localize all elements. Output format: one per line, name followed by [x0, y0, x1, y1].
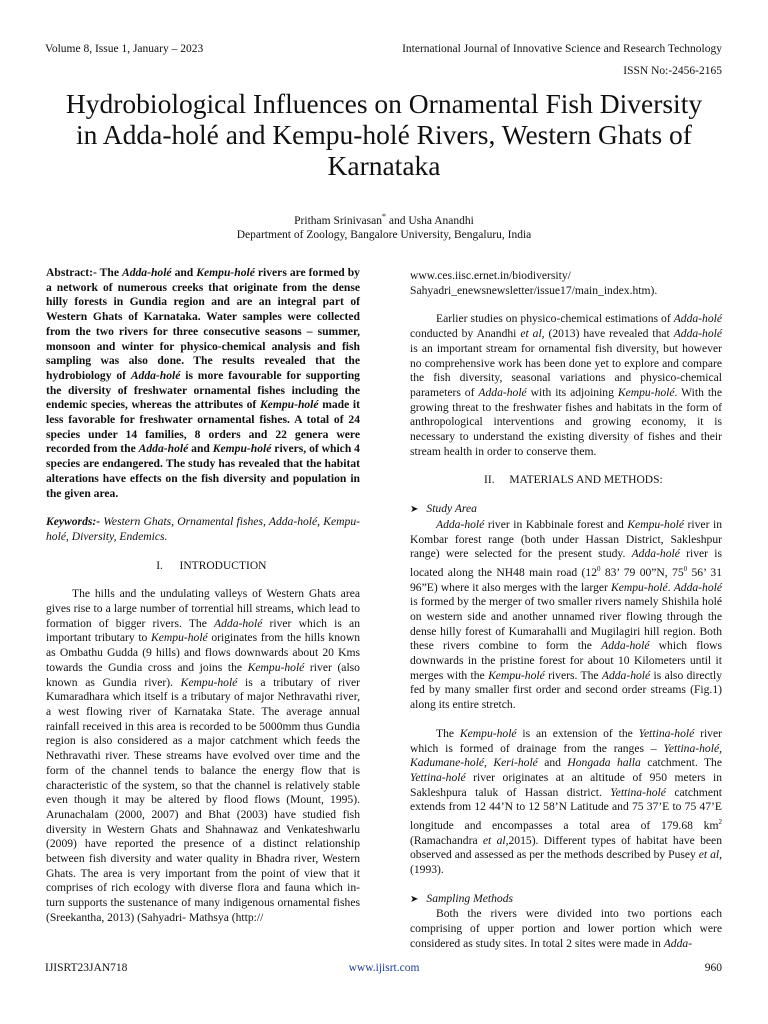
- body-text: (2013) have revealed that: [544, 327, 674, 341]
- abstract: [46, 266, 360, 501]
- body-text: river (also known as Gundia river).: [46, 660, 360, 689]
- subheading-text: Sampling Methods: [426, 891, 514, 905]
- url-line: [410, 269, 722, 298]
- intro-paragraph: [46, 587, 360, 925]
- abstract-label: Abstract:-: [46, 266, 97, 279]
- abstract-text: Kempu-holé: [196, 266, 255, 279]
- body-text: . With the growing threat to the freshwater fishes and habitats in the form of anthropological interventions and growing economy, it is necessary to understand the existing diversity of fishes and their stream health in order to conserve them.: [410, 385, 722, 458]
- body-text: Both the rivers were divided into two portions each comprising of upper portion and lower portion which were considered as study sites. In total 2 sites were made in: [410, 907, 722, 950]
- subheading-text: Study Area: [426, 502, 477, 516]
- body-text: is an important stream for ornamental fish diversity, but however no comprehensive work has been done yet to explore and compare the fish diversity, seasonal variations and physico-chemical parameters of: [410, 341, 722, 399]
- author-rest: and Usha Anandhi: [386, 214, 474, 227]
- footer-website-link[interactable]: www.ijisrt.com: [348, 962, 420, 974]
- kempu-paragraph: [410, 727, 722, 878]
- body-text: Kempu-holé: [617, 385, 675, 399]
- body-text: The hills and the undulating valleys of Western Ghats area gives rise to a large number of torrential hill streams, which lead to formation of bigger rivers. The: [46, 587, 360, 630]
- body-text: 56’ 31 96”E) where it also merges with the larger: [410, 565, 722, 594]
- running-header-left: Volume 8, Issue 1, January – 2023: [45, 43, 204, 55]
- body-text: Adda-holé: [673, 327, 722, 341]
- affiliation: Department of Zoology, Bangalore University, Bengaluru, India: [236, 229, 532, 241]
- abstract-text: made it less favorable for freshwater ornamental fishes. A total of 24 species under 14 families, 8 orders and 22 genera were recorded from the: [46, 398, 360, 456]
- body-text: et al,: [482, 833, 509, 847]
- url-text: www.ces.iisc.ernet.in/biodiversity/: [410, 269, 571, 282]
- right-column: [410, 269, 722, 952]
- body-text: Kempu-holé: [611, 580, 668, 594]
- abstract-text: and: [171, 266, 197, 279]
- body-text: The: [436, 726, 460, 740]
- body-text: et al,: [698, 848, 722, 862]
- abstract-text: is more favourable for supporting the diversity of freshwater ornamental fishes including the endemic species, whereas the attributes of: [46, 368, 360, 412]
- body-text: rivers. The: [544, 668, 602, 682]
- section-number: I.: [156, 559, 163, 572]
- body-text: 83’ 79 00”N, 75: [600, 565, 684, 579]
- abstract-text: rivers are formed by a network of numerous creeks that originate from the dense hilly forests in Gundia region and are an integral part of Western Ghats of Karnataka. Water samples were collected from the two rivers for three consecutive seasons – summer, monsoon and winter for physico-chemical analysis and fish sampling was also done. The results revealed that the hydrobiology of: [46, 266, 360, 382]
- study-area-paragraph: [410, 518, 722, 713]
- section-number: II.: [484, 474, 495, 487]
- body-text: conducted by Anandhi: [410, 327, 521, 341]
- paper-title: Hydrobiological Influences on Ornamental Fish Diversity in Adda-holé and Kempu-holé Rivers, Western Ghats of Karnataka: [65, 88, 703, 181]
- body-text: and: [537, 756, 568, 770]
- body-text: is a tributary of river Kumaradhara which itself is a tributary of major Nethravathi river, a west flowing river of Karnataka State. The average annual rainfall received in this area is recorded to be 5000mm thus Gundia region is also considered as a major catchment which feeds the Nethravathi river. These streams have evolved over time and the form of the channel tends to balance the energy flow that is characteristic of the system, so that the channel is relatively stable even though it may be altered by flood flows (Mount, 1995). Arunachalam (2000, 2007) and Bhat (2003) have studied fish diversity in Western Ghats and Shahnawaz and Venkateshwarlu (2009) have reported the presence of a distinct relationship between fish diversity and water quality in Bhadra river, Western Ghats. The area is very important from the point of view that it comprises of rich ecology with diverse flora and fauna which in-turn supports the sustenance of many indigenous ornamental fishes (Sreekantha, 2013) (Sahyadri- Mathsya (http://: [46, 675, 360, 924]
- left-column: [46, 266, 360, 926]
- body-text: Adda-holé: [631, 547, 680, 561]
- body-text: (1993).: [410, 863, 444, 877]
- section-heading-materials: [410, 473, 722, 488]
- abstract-text: The: [96, 266, 122, 279]
- body-text: river in Kombar forest range (both under Hassan District, Sakleshpur range) were selected for the present study.: [410, 517, 722, 561]
- abstract-text: Kempu-holé: [212, 442, 272, 456]
- body-text: Kempu-holé: [488, 668, 545, 682]
- body-text: (Ramachandra: [410, 833, 483, 847]
- body-text: river in Kabbinale forest and: [484, 517, 628, 531]
- body-text: is formed by the merger of two smaller rivers namely Shishila holé on western side and another unnamed river flowing through the dense hilly forest of Kumarahalli and Mugilagiri hill region. Both these rivers combine to form the: [410, 595, 722, 653]
- body-text: Adda-: [663, 936, 693, 950]
- abstract-text: rivers, of which 4 species are endangered. The study has revealed that the habitat alterations have effects on the fish diversity and population in the given area.: [46, 442, 360, 500]
- footer-paper-id: IJISRT23JAN718: [45, 962, 128, 974]
- body-text: Kempu-holé: [151, 631, 208, 645]
- body-text: is also directly fed by many smaller first order and second order streams (Fig.1) along its entire stretch.: [410, 668, 722, 712]
- body-text: which flows downwards in the pristine forest for about 10 Kilometers until it merges with the: [410, 639, 722, 682]
- body-text: Earlier studies on physico-chemical estimations of: [436, 312, 674, 326]
- keywords-label: Keywords:-: [46, 515, 101, 529]
- authors: [0, 212, 768, 227]
- body-text: Adda-holé: [478, 385, 527, 399]
- corresponding-marker: *: [382, 212, 386, 221]
- earlier-studies-paragraph: [410, 312, 722, 459]
- body-text: Adda-holé: [673, 312, 722, 326]
- body-text: originates from the hills known as Ombathu Gudda (9 hills) and flows downwards about 20 Kms towards the Gundia cross and joins the: [46, 631, 360, 674]
- body-text: river which is formed of drainage from the ranges –: [410, 726, 722, 755]
- body-text: 0: [597, 564, 601, 573]
- section-title: MATERIALS AND METHODS:: [509, 474, 663, 487]
- abstract-text: and: [188, 442, 213, 456]
- keywords-text: Western Ghats, Ornamental fishes, Adda-holé, Kempu-holé, Diversity, Endemics.: [46, 515, 360, 543]
- author-name: Pritham Srinivasan: [294, 214, 382, 227]
- subheading-study-area: [410, 502, 722, 518]
- body-text: river originates at an altitude of 950 meters in Sakleshpura taluk of Hassan district.: [410, 770, 722, 799]
- body-text: Adda-holé: [601, 668, 651, 682]
- subheading-sampling-methods: [410, 892, 722, 908]
- issn: ISSN No:-2456-2165: [623, 65, 722, 77]
- body-text: with its adjoining: [526, 385, 618, 399]
- keywords: [46, 515, 360, 544]
- body-text: 2: [718, 818, 722, 827]
- body-text: river is located along the NH48 main road (12: [410, 547, 722, 579]
- arrow-bullet-icon: ➤: [410, 504, 419, 516]
- body-text: Adda-holé: [601, 639, 650, 653]
- body-text: Yettina-holé: [610, 785, 666, 799]
- sampling-paragraph: [410, 907, 722, 951]
- url-text: Sahyadri_enewsnewsletter/issue17/main_index.htm).: [410, 283, 658, 297]
- body-text: Kempu-holé: [180, 675, 238, 689]
- body-text: Yettina-holé, Kadumane-holé, Keri-holé: [410, 741, 722, 770]
- body-text: Yettina-holé: [638, 726, 695, 740]
- body-text: .: [667, 580, 674, 594]
- body-text: catchment extends from 12 44’N to 12 58’N Latitude and 75 37’E to 75 47’E longitude and encompasses a total area of 179.68 km: [410, 785, 722, 832]
- body-text: catchment. The: [640, 756, 722, 770]
- body-text: Hongada halla: [567, 756, 641, 770]
- abstract-text: Adda-holé: [121, 266, 172, 279]
- body-text: 2015). Different types of habitat have been observed and assessed as per the methods described by Pusey: [410, 833, 722, 862]
- body-text: Adda-holé: [673, 580, 722, 594]
- arrow-bullet-icon: ➤: [410, 893, 419, 905]
- body-text: et al,: [520, 327, 545, 341]
- body-text: Kempu-holé: [459, 726, 517, 740]
- body-text: Kempu-holé: [247, 660, 305, 674]
- body-text: 0: [683, 564, 688, 573]
- section-title: INTRODUCTION: [179, 559, 267, 572]
- body-text: Adda-holé: [436, 517, 485, 531]
- page-number: 960: [704, 962, 722, 974]
- body-text: Yettina-holé: [410, 770, 466, 784]
- body-text: Adda-holé: [214, 616, 263, 630]
- body-text: is an extension of the: [516, 726, 639, 740]
- abstract-text: Adda-holé: [130, 368, 181, 382]
- section-heading-introduction: [46, 559, 360, 574]
- body-text: Kempu-holé: [627, 517, 684, 531]
- abstract-text: Adda-holé: [138, 442, 189, 456]
- body-text: river which is an important tributary to: [46, 616, 360, 645]
- abstract-text: Kempu-holé: [259, 398, 319, 412]
- running-header-right: International Journal of Innovative Science and Research Technology: [402, 43, 722, 55]
